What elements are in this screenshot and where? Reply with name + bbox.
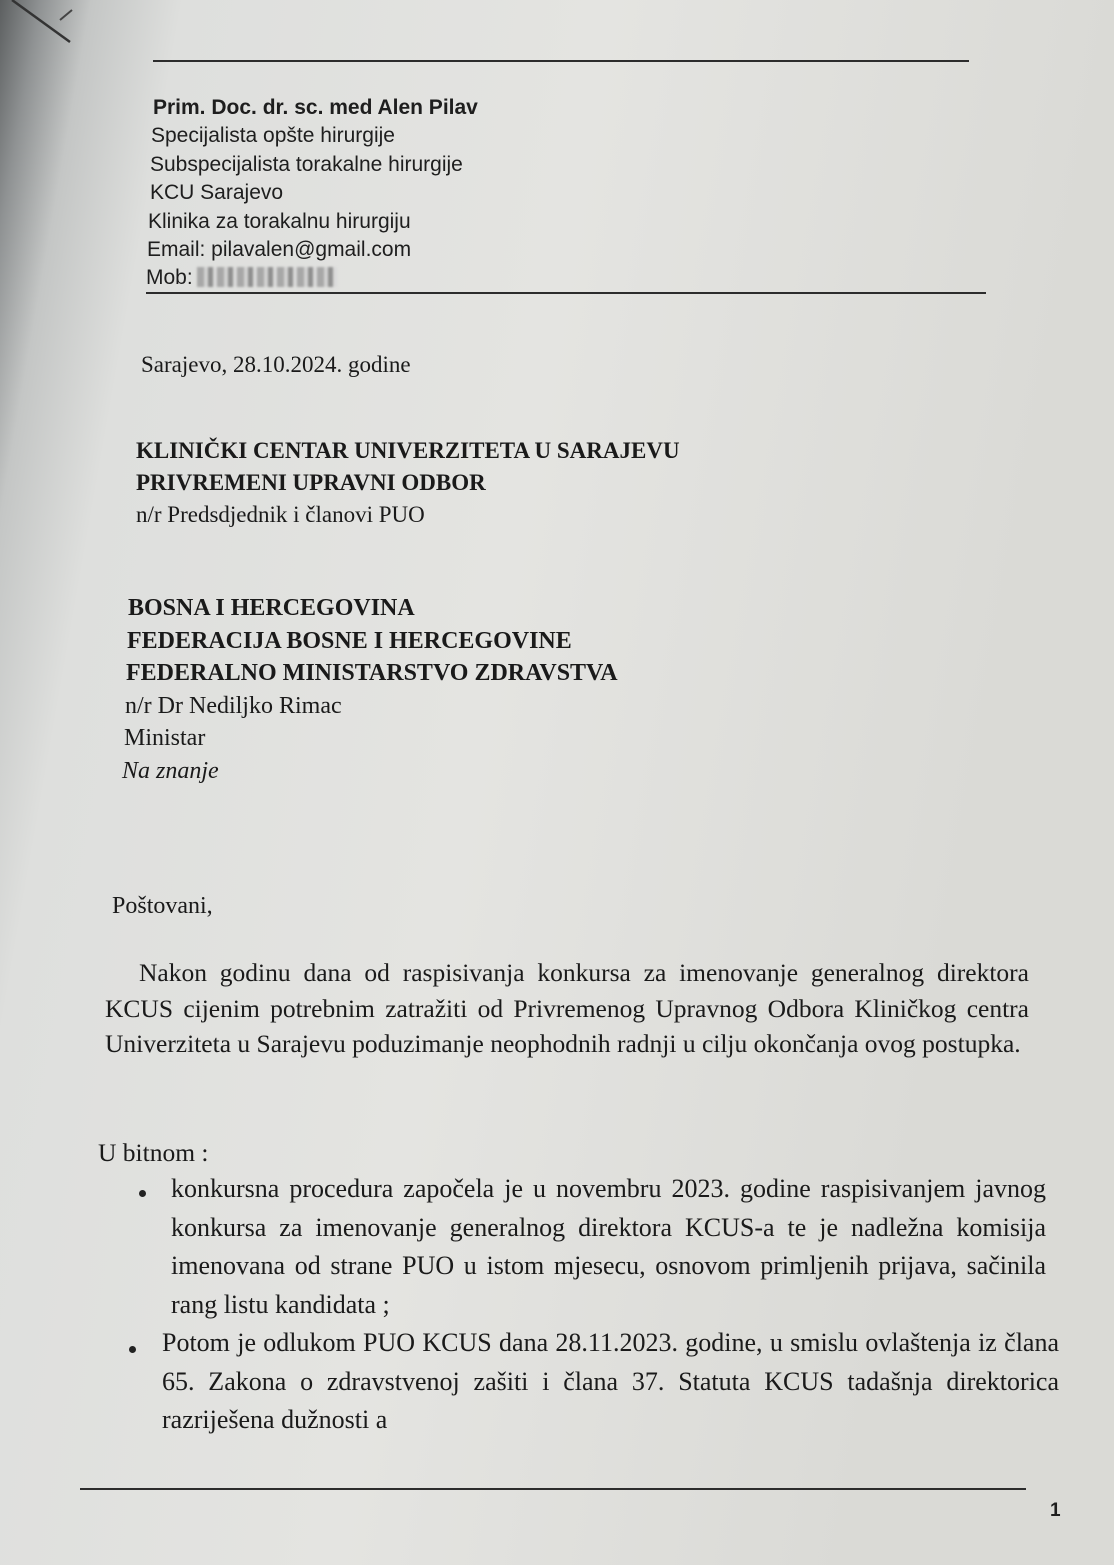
salutation: Poštovani,	[112, 893, 213, 919]
author-mobile	[146, 264, 478, 292]
footer-rule	[80, 1488, 1026, 1490]
recipient-ministry-line4: n/r Dr Nediljko Rimac	[125, 692, 342, 719]
author-institution: KCU Sarajevo	[150, 181, 284, 205]
author-name: Prim. Doc. dr. sc. med Alen Pilav	[153, 96, 478, 119]
author-clinic: Klinika za torakalnu hirurgiju	[148, 209, 411, 233]
recipient-ministry-line2: FEDERACIJA BOSNE I HERCEGOVINE	[127, 627, 572, 654]
page-number: 1	[1050, 1500, 1061, 1521]
recipient-kcus	[136, 435, 680, 531]
recipient-ministry-line1: BOSNA I HERCEGOVINA	[128, 595, 415, 621]
bullet-marker-2	[129, 1346, 136, 1353]
recipient-kcus-line3: n/r Predsdjednik i članovi PUO	[136, 502, 425, 527]
recipient-ministry	[122, 592, 618, 787]
author-title-1: Specijalista opšte hirurgije	[151, 124, 395, 148]
redacted-phone-number	[197, 267, 337, 287]
bullet-item-1: konkursna procedura započela je u novembru 2023. godine raspisivanjem javnog konkursa za imenovanje generalnog direktora KCUS-a te je nadležna komisija imenovana od strane PUO u istom mjesecu, osnovom primljenih prijava, sačinila rang listu kandidata ;	[171, 1174, 1046, 1319]
recipient-kcus-line1: KLINIČKI CENTAR UNIVERZITETA U SARAJEVU	[136, 438, 680, 463]
author-email: Email: pilavalen@gmail.com	[147, 238, 412, 262]
date-line: Sarajevo, 28.10.2024. godine	[141, 352, 411, 377]
letterhead	[146, 94, 478, 293]
recipient-ministry-line3: FEDERALNO MINISTARSTVO ZDRAVSTVA	[126, 660, 618, 686]
recipient-ministry-line5: Ministar	[124, 725, 206, 751]
header-top-rule	[153, 60, 969, 62]
recipient-kcus-line2: PRIVREMENI UPRAVNI ODBOR	[136, 470, 486, 495]
header-bottom-rule	[146, 292, 986, 294]
mobile-label: Mob:	[146, 266, 193, 290]
bullet-marker-1	[139, 1190, 146, 1197]
pen-stroke	[0, 0, 80, 50]
body-paragraph: Nakon godinu dana od raspisivanja konkursa za imenovanje generalnog direktora KCUS cijenim potrebnim zatražiti od Privremenog Upravnog Odbora Kliničkog centra Univerziteta u Sarajevu poduzimanje neophodnih radnji u cilju okončanja ovog postupka.	[105, 958, 1029, 1058]
bullet-item-2: Potom je odlukom PUO KCUS dana 28.11.2023. godine, u smislu ovlaštenja iz člana 65. Zakona o zdravstvenoj zašiti i člana 37. Statuta KCUS tadašnja direktorica razriješena dužnosti a	[162, 1328, 1059, 1434]
recipient-ministry-line6: Na znanje	[122, 757, 219, 784]
author-title-2: Subspecijalista torakalne hirurgije	[150, 152, 463, 176]
section-heading: U bitnom :	[98, 1138, 209, 1167]
